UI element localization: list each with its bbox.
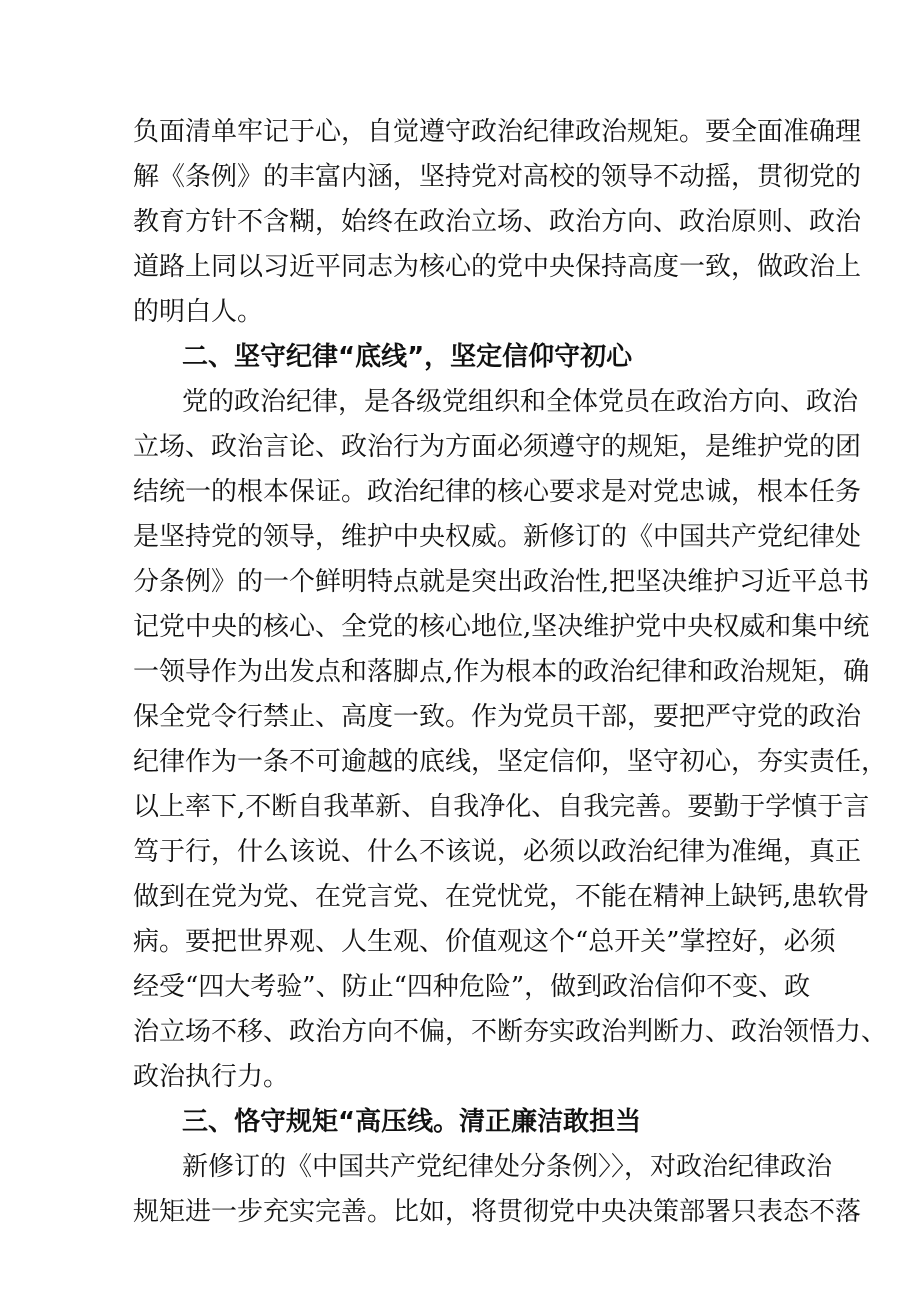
paragraph-line: 分条例》的一个鲜明特点就是突出政治性,把坚决维护习近平总书 [133, 567, 870, 597]
paragraph-line: 笃于行，什么该说、什么不该说，必须以政治纪律为准绳，真正 [133, 837, 862, 867]
paragraph-line: 解《条例》的丰富内涵，坚持党对高校的领导不动摇，贯彻党的 [133, 162, 862, 192]
paragraph-line: 党的政治纪律，是各级党组织和全体党员在政治方向、政治 [182, 387, 859, 417]
paragraph-line: 做到在党为党、在党言党、在党忧党，不能在精神上缺钙,患软骨 [133, 882, 870, 912]
paragraph-line: 教育方针不含糊，始终在政治立场、政治方向、政治原则、政治 [133, 207, 862, 237]
paragraph-line: 治立场不移、政治方向不偏，不断夯实政治判断力、政治领悟力、 [133, 1017, 888, 1047]
paragraph-line: 负面清单牢记于心，自觉遵守政治纪律政治规矩。要全面准确理 [133, 117, 862, 147]
paragraph-line: 保全党令行禁止、高度一致。作为党员干部，要把严守党的政治 [133, 702, 862, 732]
paragraph-line: 道路上同以习近平同志为核心的党中央保持高度一致，做政治上 [133, 252, 862, 282]
paragraph-line: 是坚持党的领导，维护中央权威。新修订的《中国共产党纪律处 [133, 522, 862, 552]
paragraph-line: 纪律作为一条不可逾越的底线，坚定信仰，坚守初心，夯实责任， [133, 747, 888, 777]
section-heading: 二、坚守纪律“底线”，坚定信仰守初心 [182, 342, 633, 372]
section-heading: 三、恪守规矩“高压线。清正廉洁敢担当 [182, 1107, 642, 1137]
paragraph-line: 政治执行力。 [133, 1062, 290, 1092]
paragraph-line: 规矩进一步充实完善。比如，将贯彻党中央决策部署只表态不落 [133, 1197, 862, 1227]
paragraph-line: 结统一的根本保证。政治纪律的核心要求是对党忠诚，根本任务 [133, 477, 862, 507]
paragraph-line: 病。要把世界观、人生观、价值观这个“总开关”掌控好，必须 [133, 927, 836, 957]
paragraph-line: 以上率下,不断自我革新、自我净化、自我完善。要勤于学慎于言 [133, 792, 870, 822]
paragraph-line: 的明白人。 [133, 297, 264, 327]
paragraph-line: 新修订的《中国共产党纪律处分条例〉〉，对政治纪律政治 [182, 1152, 833, 1182]
paragraph-line: 记党中央的核心、全党的核心地位,坚决维护党中央权威和集中统 [133, 612, 870, 642]
paragraph-line: 一领导作为出发点和落脚点,作为根本的政治纪律和政治规矩，确 [133, 657, 870, 687]
paragraph-line: 经受“四大考验”、防止“四种危险”，做到政治信仰不变、政 [133, 972, 811, 1002]
paragraph-line: 立场、政治言论、政治行为方面必须遵守的规矩，是维护党的团 [133, 432, 862, 462]
